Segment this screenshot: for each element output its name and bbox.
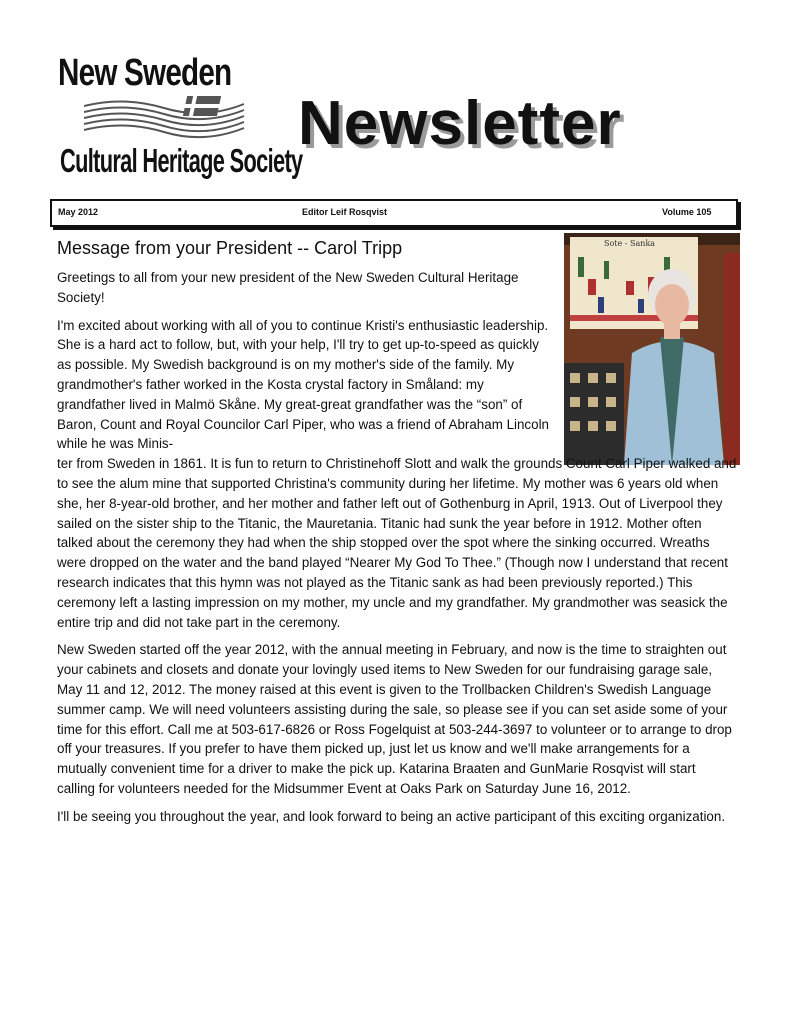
logo-line-cultural-heritage: Cultural Heritage Society bbox=[60, 142, 303, 179]
newsletter-masthead: Newsletter bbox=[298, 89, 622, 158]
article-paragraph-1-continued: ter from Sweden in 1861. It is fun to return to Christinehoff Slott and walk the grounds Count Carl Piper walked and to see the alum mine that supported Christina's community during her lifetime. My mother was 6 years old when she, her 8-year-old brother, and her mother and father left out of Gothenburg in April, 1913. Out of Liverpool they sailed on the sister ship to the Titanic, the Mauretania. Titanic had sunk the year before in 1912. Mother often talked about the ceremony they had when the ship stopped over the spot where the sinking occurred. Wreaths were dropped on the water and the band played “Nearer My God To Thee.” (Though now I understand that recent research indicates that this hymn was not played as the Titanic sank as had been previously reported.) This ceremony left a lasting impression on my mother, my uncle and my grandfather. My grandmother was seasick the entire trip and did not take part in the ceremony. bbox=[57, 456, 737, 630]
article-paragraph-2: New Sweden started off the year 2012, with the annual meeting in February, and now is the time to straighten out your cabinets and closets and donate your lovingly used items to New Sweden for our fundraising garage sale, May 11 and 12, 2012. The money raised at this event is given to the Trollbacken Children's Swedish Language summer camp. We will need volunteers assisting during the sale, so please see if you can set aside some of your time for this effort. Call me at 503-617-6826 or Ross Fogelquist at 503-244-3697 to volunteer or to arrange to drop off your treasures. If you prefer to have them picked up, just let us know and we'll make arrangements for a mutually convenient time for a driver to make the pick up. Katarina Braaten and GunMarie Rosqvist will start calling for volunteers needed for the Midsummer Event at Oaks Park on Saturday June 16, 2012. bbox=[57, 642, 732, 796]
article-title: Message from your President -- Carol Tripp bbox=[57, 238, 403, 258]
flag-stripes-icon bbox=[84, 92, 254, 144]
article bbox=[57, 236, 737, 835]
issue-info-bar bbox=[50, 199, 738, 227]
society-logo bbox=[54, 52, 303, 192]
article-paragraph-1-start: I'm excited about working with all of you to continue Kristi's enthusiastic leadership. She is a hard act to follow, but, with your help, I'll try to get up-to-speed as quickly as possible. My Swedish background is on my mother's side of the family. My grandmother's father worked in the Kosta crystal factory in Småland: my grandfather lived in Malmö Skåne. My great-great grandfather was the “son” of Baron, Count and Royal Councilor Carl Piper, who was a friend of Abraham Lincoln while he was Minis- bbox=[57, 317, 550, 452]
issue-date: May 2012 bbox=[58, 207, 99, 217]
article-paragraph-3: I'll be seeing you throughout the year, and look forward to being an active participant of this exciting organization. bbox=[57, 808, 726, 824]
volume-number: Volume 105 bbox=[662, 207, 712, 217]
editor-credit: Editor Leif Rosqvist bbox=[302, 207, 388, 217]
logo-line-new-sweden: New Sweden bbox=[58, 52, 232, 94]
article-greeting: Greetings to all from your new president of the New Sweden Cultural Heritage Society! bbox=[57, 270, 519, 305]
tapestry-text: Sote - Sanka bbox=[604, 239, 656, 248]
